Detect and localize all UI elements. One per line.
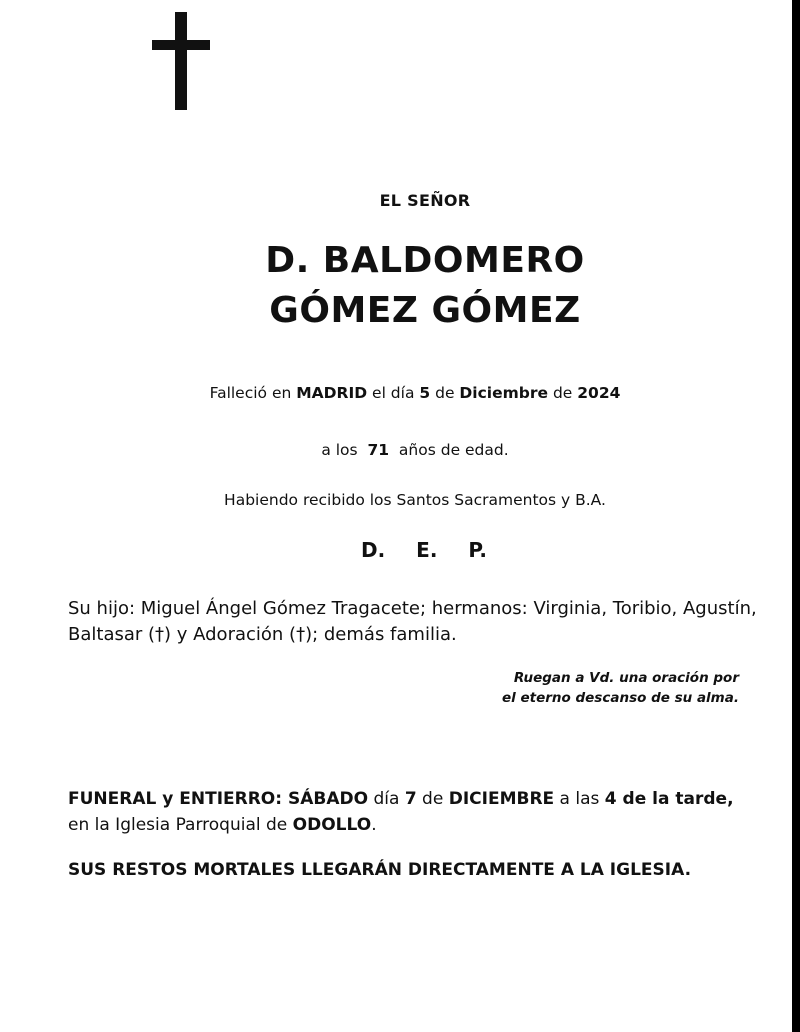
cross-icon — [152, 12, 210, 112]
prayer-line-2: el eterno descanso de su alma. — [502, 690, 739, 706]
funeral-line-1: FUNERAL y ENTIERRO: SÁBADO día 7 de DICIEMBRE a las 4 de la tarde, — [68, 789, 734, 809]
name-line-1: D. BALDOMERO — [265, 240, 585, 281]
name-line-2: GÓMEZ GÓMEZ — [269, 290, 581, 331]
death-year: 2024 — [577, 384, 621, 402]
honorific-title: EL SEÑOR — [379, 191, 471, 210]
funeral-details — [68, 786, 788, 838]
funeral-line-2: en la Iglesia Parroquial de ODOLLO. — [68, 815, 377, 835]
death-month: Diciembre — [459, 384, 549, 402]
prayer-request — [379, 668, 739, 708]
remains-notice: SUS RESTOS MORTALES LLEGARÁN DIRECTAMENTE A LA IGLESIA. — [68, 860, 692, 880]
dep-initial: E. — [416, 538, 438, 562]
sacraments-statement: Habiendo recibido los Santos Sacramentos y B.A. — [224, 491, 606, 509]
dep-initial: D. — [361, 538, 386, 562]
deceased-name — [0, 236, 800, 336]
age-years: 71 — [367, 441, 390, 459]
prayer-line-1: Ruegan a Vd. una oración por — [513, 670, 739, 686]
death-place: MADRID — [296, 384, 368, 402]
dep-initials — [0, 538, 800, 562]
family-list: Su hijo: Miguel Ángel Gómez Tragacete; hermanos: Virginia, Toribio, Agustín, Baltasar (†) y Adoración (†); demás familia. — [68, 598, 757, 645]
death-statement: Falleció en MADRID el día 5 de Diciembre de 2024 — [209, 384, 621, 402]
age-statement: a los 71 años de edad. — [321, 441, 509, 459]
death-day: 5 — [419, 384, 431, 402]
dep-initial: P. — [468, 538, 487, 562]
